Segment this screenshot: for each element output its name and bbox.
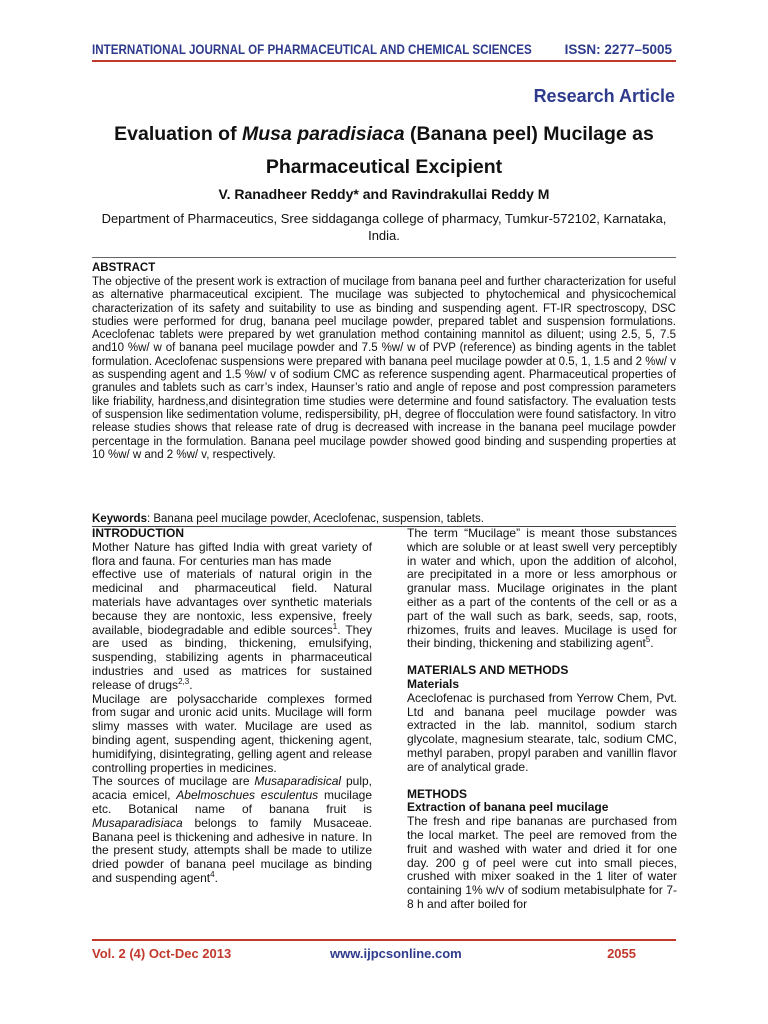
issn: ISSN: 2277–5005 <box>564 42 672 57</box>
right-column <box>407 527 677 912</box>
footer-volume: Vol. 2 (4) Oct-Dec 2013 <box>92 946 232 961</box>
intro-heading: INTRODUCTION <box>92 526 184 540</box>
intro-para-1a: Mother Nature has gifted India with great variety of flora and fauna. For centuries man has made <box>92 539 372 568</box>
intro-para-3: The sources of mucilage are Musaparadisical pulp, acacia emicel, Abelmoschues esculentus mucilage etc. Botanical name of banana fruit is Musaparadisiaca belongs to family Musaceae. Banana peel is thickening and adhesive in nature. In the present study, attempts shall be made to utilize dried powder of banana peel mucilage as binding and suspending agent$^4$. <box>92 774 372 885</box>
footer-page-number: 2055 <box>607 946 636 961</box>
header-rule <box>92 60 676 62</box>
intro-para-2: Mucilage are polysaccharide complexes formed from sugar and uronic acid units. Mucilage will form slimy masses with water. Mucilage are used as binding agent, suspending agent, thickening agent, humidifying, disintegrating, gelling agent and release controlling properties in medicines. <box>92 691 372 775</box>
footer-website[interactable]: www.ijpcsonline.com <box>330 946 462 961</box>
materials-para: Aceclofenac is purchased from Yerrow Chem, Pvt. Ltd and banana peel mucilage powder was extracted in the lab. mannitol, sodium starch glycolate, magnesium stearate, talc, sodium CMC, methyl paraben, propyl paraben and vanillin flavor are of analytical grade. <box>407 690 677 774</box>
paper-title: Evaluation of Musa paradisiaca (Banana peel) Mucilage as Pharmaceutical Excipient <box>114 123 654 178</box>
affiliation: Department of Pharmaceutics, Sree siddaganga college of pharmacy, Tumkur-572102, Karnataka, India. <box>101 211 667 243</box>
mucilage-para: The term “Mucilage” is meant those substances which are soluble or at least swell very perceptibly in water and which, upon the addition of alcohol, are precipitated in a more or less amorphous or granular mass. Mucilage originates in the plant either as a part of the contents of the cell or as a part of the wall such as bark, seeds, sap, roots, rhizomes, fruits and leaves. Mucilage is used for their binding, thickening and stabilizing agent$^5$. <box>407 526 677 651</box>
intro-para-1b: effective use of materials of natural origin in the medicinal and pharmaceutical field. Natural materials have advantages over synthetic materials because they are nontoxic, less expensive, freely available, biodegradable and edible sources$^1$. They are used as binding, thickening, emulsifying, suspending, stabilizing agents in pharmaceutical industries and used as matrices for sustained release of drugs$^{2,3}$. <box>92 567 372 692</box>
left-column <box>92 527 372 886</box>
methods-heading: METHODS <box>407 786 467 801</box>
abstract-heading: ABSTRACT <box>92 262 156 274</box>
article-type: Research Article <box>533 86 675 106</box>
materials-heading: Materials <box>407 676 460 691</box>
abstract-rule <box>92 257 676 258</box>
extraction-heading: Extraction of banana peel mucilage <box>407 800 609 815</box>
keywords: Keywords: Banana peel mucilage powder, Aceclofenac, suspension, tablets. <box>92 513 484 525</box>
journal-name: INTERNATIONAL JOURNAL OF PHARMACEUTICAL AND CHEMICAL SCIENCES <box>92 42 532 57</box>
abstract-text: The objective of the present work is extraction of mucilage from banana peel and further characterization for useful as alternative pharmaceutical excipient. The mucilage was subjected to phytochemical and physicochemical characterization of its safety and suitability to use as binding and suspending agent. FT-IR spectroscopy, DSC studies were performed for drug, banana peel mucilage powder, prepared tablet and suspension formulations. Aceclofenac tablets were prepared by wet granulation method containing mannitol as diluent; using 2.5, 5, 7.5 and10 %w/ w of banana peel mucilage powder and 7.5 %w/ w of PVP (reference) as binding agents in the tablet formulation. Aceclofenac suspensions were prepared with banana peel mucilage powder at 0.5, 1, 1.5 and 2 %w/ v as suspending agent and 1.5 %w/ v of sodium CMC as reference suspending agent. Pharmaceutical properties of granules and tablets such as carr’s index, Haunser’s ratio and angle of repose and post compression parameters like friability, hardness,and disintegration time studies were determine and found satisfactory. The evaluation tests of suspension like sedimentation volume, redispersibility, pH, degree of flocculation were found satisfactory. In vitro release studies shows that release rate of drug is decreased with increase in the banana peel mucilage powder percentage in the formulation. Banana peel mucilage powder showed good binding and suspending properties at 10 %w/ w and 2 %w/ v, respectively. <box>92 276 676 461</box>
journal-header <box>92 40 676 62</box>
footer-rule <box>92 939 676 941</box>
extraction-para: The fresh and ripe bananas are purchased from the local market. The peel are removed from the fruit and washed with water and dried it for one day. 200 g of peel were cut into small pieces, crushed with mixer soaked in the 1 liter of water containing 1% w/v of sodium metabisulphate for 7-8 h and after boiled for <box>407 814 677 911</box>
materials-methods-heading: MATERIALS AND METHODS <box>407 663 569 678</box>
authors: V. Ranadheer Reddy* and Ravindrakullai Reddy M <box>218 186 550 202</box>
